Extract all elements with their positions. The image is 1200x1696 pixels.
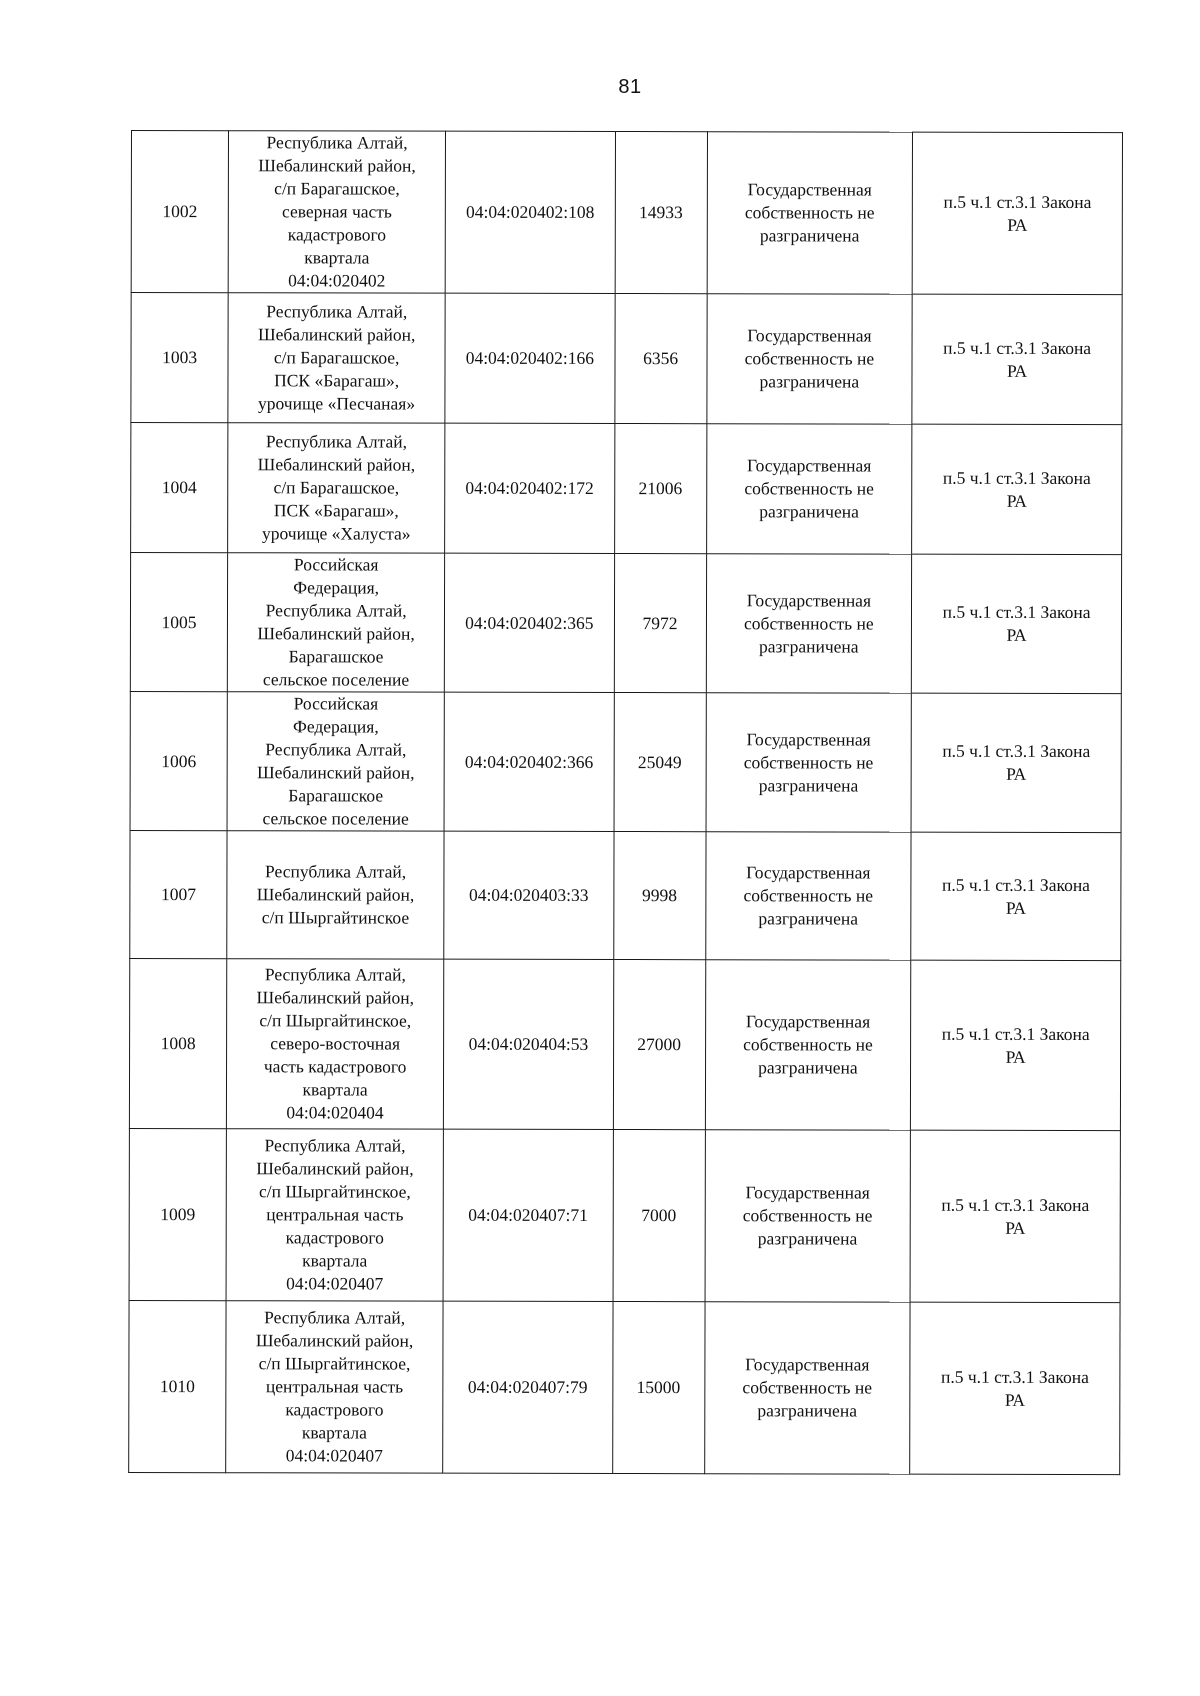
address-line: с/п Шыргайтинское xyxy=(261,907,410,928)
ownership-line: собственность не xyxy=(743,751,874,773)
address-line: Федерация, xyxy=(292,716,379,737)
ownership-cell xyxy=(705,1130,911,1302)
area-cell: 15000 xyxy=(612,1302,704,1474)
table-row xyxy=(131,131,1122,295)
legal-basis-line: п.5 ч.1 ст.3.1 Закона xyxy=(941,1023,1090,1044)
address-line: Республика Алтай, xyxy=(266,301,408,322)
legal-basis-line: РА xyxy=(1005,897,1027,918)
ownership-line: собственность не xyxy=(743,1034,873,1055)
row-number-cell: 1006 xyxy=(130,691,227,830)
ownership-line: Государственная xyxy=(747,179,872,200)
address-line: сельское поселение xyxy=(262,669,410,690)
address-line: Российская xyxy=(293,693,379,714)
ownership-line: Государственная xyxy=(746,589,872,611)
address-line: квартала xyxy=(301,1422,367,1443)
address-cell xyxy=(228,293,445,423)
address-line: квартала xyxy=(302,1250,368,1271)
area-cell: 9998 xyxy=(613,832,705,960)
ownership-line: разграничена xyxy=(757,1228,858,1249)
address-line: Шебалинский район, xyxy=(256,884,415,905)
address-line: северо-восточная xyxy=(270,1033,401,1054)
legal-basis-line: п.5 ч.1 ст.3.1 Закона xyxy=(942,874,1090,895)
row-number-cell: 1003 xyxy=(131,293,228,423)
ownership-line: Государственная xyxy=(745,1011,871,1032)
address-cell xyxy=(227,692,444,831)
address-line: часть кадастрового xyxy=(263,1056,407,1077)
legal-basis-cell xyxy=(912,424,1122,554)
ownership-line: Государственная xyxy=(747,455,872,476)
ownership-line: Государственная xyxy=(747,325,872,346)
table-body xyxy=(129,131,1123,1475)
address-line: Российская xyxy=(293,554,379,575)
address-line: ПСК «Барагаш», xyxy=(274,370,400,391)
address-line: центральная часть xyxy=(265,1376,404,1397)
table-row xyxy=(130,830,1121,960)
area-cell: 7000 xyxy=(613,1130,705,1302)
table-row xyxy=(131,293,1122,425)
address-cell xyxy=(227,553,444,692)
row-number-cell: 1008 xyxy=(129,958,226,1128)
ownership-line: собственность не xyxy=(742,1205,873,1226)
table-row xyxy=(130,553,1121,694)
address-line: Барагашское xyxy=(288,785,384,806)
cadastral-number-cell: 04:04:020404:53 xyxy=(444,959,614,1129)
address-cell xyxy=(226,1301,443,1473)
address-line: урочище «Песчаная» xyxy=(257,393,416,414)
address-line: северная часть xyxy=(281,201,392,222)
address-line: Республика Алтай, xyxy=(265,600,407,621)
row-number-cell: 1007 xyxy=(130,830,227,958)
cadastral-number-cell: 04:04:020407:79 xyxy=(443,1301,613,1473)
legal-basis-line: РА xyxy=(1004,1389,1026,1410)
ownership-line: собственность не xyxy=(743,885,874,906)
ownership-line: собственность не xyxy=(742,1377,873,1398)
address-line: Шебалинский район, xyxy=(257,454,416,475)
ownership-line: Государственная xyxy=(746,862,871,883)
address-line: 04:04:020407 xyxy=(285,1445,383,1466)
cadastral-number-cell: 04:04:020407:71 xyxy=(443,1129,613,1301)
address-cell xyxy=(228,423,445,553)
legal-basis-cell xyxy=(910,1302,1120,1474)
address-cell xyxy=(227,959,444,1129)
area-cell: 25049 xyxy=(614,693,706,832)
legal-basis-line: РА xyxy=(1006,490,1027,511)
address-line: Республика Алтай, xyxy=(264,964,406,985)
table-row xyxy=(130,691,1121,832)
address-line: квартала xyxy=(304,247,370,268)
address-line: ПСК «Барагаш», xyxy=(273,500,399,521)
legal-basis-line: РА xyxy=(1006,624,1027,645)
address-line: урочище «Халуста» xyxy=(261,523,411,544)
ownership-line: Государственная xyxy=(746,728,871,750)
legal-basis-line: п.5 ч.1 ст.3.1 Закона xyxy=(942,740,1091,762)
cadastral-number-cell: 04:04:020402:166 xyxy=(445,293,615,423)
ownership-cell xyxy=(706,693,912,832)
row-number-cell: 1010 xyxy=(129,1300,226,1472)
area-cell: 27000 xyxy=(613,960,705,1130)
cadastral-number-cell: 04:04:020402:108 xyxy=(445,131,615,293)
area-cell: 21006 xyxy=(614,424,706,554)
legal-basis-line: РА xyxy=(1007,214,1028,235)
ownership-line: Государственная xyxy=(745,1182,870,1203)
ownership-line: разграничена xyxy=(758,774,859,796)
address-line: 04:04:020407 xyxy=(286,1273,384,1294)
legal-basis-line: РА xyxy=(1006,763,1027,784)
legal-basis-line: п.5 ч.1 ст.3.1 Закона xyxy=(941,1194,1090,1215)
address-line: кадастрового xyxy=(285,1227,384,1248)
row-number-cell: 1002 xyxy=(131,131,228,293)
address-line: квартала xyxy=(302,1079,368,1100)
ownership-line: собственность не xyxy=(744,478,874,499)
table-row xyxy=(129,1300,1120,1474)
area-cell: 14933 xyxy=(615,132,707,294)
land-registry-table xyxy=(128,130,1123,1475)
ownership-cell xyxy=(704,1302,910,1474)
address-cell xyxy=(226,1129,443,1301)
address-line: с/п Барагашское, xyxy=(273,347,400,368)
legal-basis-line: РА xyxy=(1005,1217,1026,1238)
address-line: 04:04:020402 xyxy=(288,270,386,291)
legal-basis-cell xyxy=(911,693,1121,832)
ownership-line: собственность не xyxy=(744,612,874,634)
ownership-line: разграничена xyxy=(758,635,859,657)
ownership-line: разграничена xyxy=(759,371,860,392)
legal-basis-line: п.5 ч.1 ст.3.1 Закона xyxy=(943,191,1092,212)
address-line: Шебалинский район, xyxy=(258,155,416,176)
legal-basis-cell xyxy=(910,1130,1120,1302)
address-line: с/п Барагашское, xyxy=(274,178,400,199)
legal-basis-cell xyxy=(911,832,1121,960)
address-line: Шебалинский район, xyxy=(256,1158,414,1179)
table-row xyxy=(129,1128,1120,1302)
ownership-line: разграничена xyxy=(758,908,859,929)
ownership-cell xyxy=(705,832,911,960)
cadastral-number-cell: 04:04:020402:365 xyxy=(444,553,614,692)
address-line: Республика Алтай, xyxy=(264,1135,406,1156)
address-line: Шебалинский район, xyxy=(256,987,415,1008)
address-line: Республика Алтай, xyxy=(264,1307,406,1328)
address-line: с/п Барагашское, xyxy=(273,477,400,498)
area-cell: 6356 xyxy=(614,294,706,424)
address-cell xyxy=(227,831,444,959)
address-line: с/п Шыргайтинское, xyxy=(258,1353,411,1374)
ownership-cell xyxy=(706,294,912,424)
cadastral-number-cell: 04:04:020402:172 xyxy=(445,423,615,553)
legal-basis-cell xyxy=(912,294,1122,424)
ownership-cell xyxy=(707,132,913,294)
ownership-line: разграничена xyxy=(759,225,860,246)
address-line: Республика Алтай, xyxy=(266,132,408,153)
legal-basis-cell xyxy=(912,554,1122,693)
legal-basis-cell xyxy=(911,960,1121,1130)
legal-basis-line: п.5 ч.1 ст.3.1 Закона xyxy=(942,601,1091,623)
address-cell xyxy=(228,131,445,293)
ownership-cell xyxy=(705,960,911,1130)
legal-basis-line: п.5 ч.1 ст.3.1 Закона xyxy=(942,467,1091,488)
address-line: Шебалинский район, xyxy=(257,623,415,644)
area-cell: 7972 xyxy=(614,554,706,693)
row-number-cell: 1005 xyxy=(130,553,227,692)
legal-basis-cell xyxy=(912,132,1122,294)
ownership-line: разграничена xyxy=(758,1057,858,1078)
address-line: Шебалинский район, xyxy=(257,324,416,345)
ownership-line: разграничена xyxy=(757,1400,857,1421)
address-line: кадастрового xyxy=(287,224,387,245)
address-line: 04:04:020404 xyxy=(286,1102,384,1123)
address-line: Республика Алтай, xyxy=(265,861,407,882)
address-line: с/п Шыргайтинское, xyxy=(259,1010,412,1031)
ownership-cell xyxy=(706,424,912,554)
address-line: сельское поселение xyxy=(262,808,409,829)
ownership-line: Государственная xyxy=(745,1354,870,1375)
address-line: кадастрового xyxy=(285,1399,384,1420)
address-line: Республика Алтай, xyxy=(265,431,408,452)
legal-basis-line: РА xyxy=(1005,1046,1026,1067)
page-number: 81 xyxy=(618,76,642,98)
cadastral-number-cell: 04:04:020402:366 xyxy=(444,692,614,831)
address-line: Федерация, xyxy=(293,577,380,598)
ownership-line: собственность не xyxy=(744,202,875,223)
cadastral-number-cell: 04:04:020403:33 xyxy=(444,831,614,959)
address-line: центральная часть xyxy=(266,1204,404,1225)
address-line: Шебалинский район, xyxy=(257,762,415,783)
ownership-line: собственность не xyxy=(744,348,875,369)
legal-basis-line: п.5 ч.1 ст.3.1 Закона xyxy=(943,337,1092,358)
address-line: с/п Шыргайтинское, xyxy=(259,1181,411,1202)
row-number-cell: 1009 xyxy=(129,1128,226,1300)
ownership-cell xyxy=(706,554,912,693)
table-row xyxy=(131,423,1122,555)
legal-basis-line: РА xyxy=(1006,360,1028,381)
ownership-line: разграничена xyxy=(759,501,859,522)
legal-basis-line: п.5 ч.1 ст.3.1 Закона xyxy=(940,1366,1089,1387)
address-line: Барагашское xyxy=(288,646,384,667)
address-line: Республика Алтай, xyxy=(265,739,407,760)
row-number-cell: 1004 xyxy=(131,423,228,553)
table-row xyxy=(129,958,1120,1130)
address-line: Шебалинский район, xyxy=(255,1330,414,1351)
